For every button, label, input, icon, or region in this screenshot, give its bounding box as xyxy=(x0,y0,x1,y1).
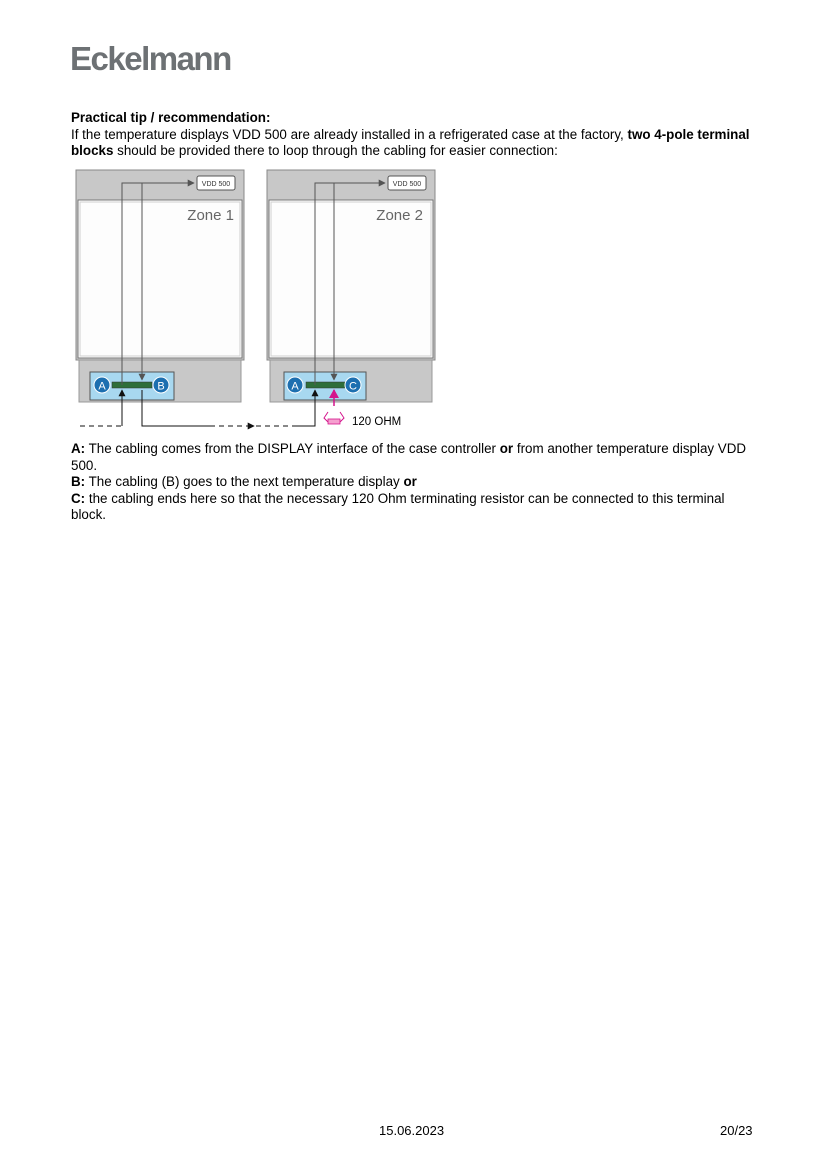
zone-1-label: Zone 1 xyxy=(187,207,234,224)
terminal-badge-b-1: B xyxy=(157,380,165,393)
legend-c-text: the cabling ends here so that the necessary 120 Ohm terminating resistor can be connected to this terminal block. xyxy=(71,490,725,523)
tip-section xyxy=(71,110,757,160)
refrigerated-case-2 xyxy=(267,170,435,402)
tip-text-after: should be provided there to loop through the cabling for easier connection: xyxy=(113,143,558,158)
refrigerated-case-1 xyxy=(76,170,244,402)
terminal-block-2 xyxy=(284,372,366,400)
legend-item-a xyxy=(71,441,761,474)
legend-a-label: A: xyxy=(71,441,86,456)
terminating-resistor-icon xyxy=(324,412,344,424)
eckelmann-logo: Eckelmann xyxy=(70,40,231,77)
tip-text-bold: two 4-pole terminal blocks xyxy=(71,126,750,158)
legend-a-bold: or xyxy=(499,441,514,456)
legend-a-after: from another temperature display VDD 500. xyxy=(71,441,747,473)
legend-item-c xyxy=(71,491,761,524)
footer-date: 15.06.2023 xyxy=(379,1123,445,1138)
tip-heading: Practical tip / recommendation: xyxy=(71,110,271,125)
footer-page-number: 20/23 xyxy=(720,1123,753,1138)
wiring-diagram xyxy=(70,166,440,432)
tip-text-before: If the temperature displays VDD 500 are already installed in a refrigerated case at the factory, xyxy=(71,126,628,142)
terminal-block-1 xyxy=(90,372,174,400)
terminal-badge-a-2: A xyxy=(291,380,299,393)
terminal-badge-c-2: C xyxy=(349,380,357,393)
legend-c-label: C: xyxy=(71,490,86,506)
display-vdd500-1 xyxy=(197,176,235,190)
legend-b-label: B: xyxy=(71,474,86,490)
display-label-1: VDD 500 xyxy=(201,181,231,188)
display-vdd500-2 xyxy=(388,176,426,190)
resistor-label: 120 OHM xyxy=(352,416,402,428)
terminal-badge-a-1: A xyxy=(98,380,106,393)
legend-item-b xyxy=(71,474,761,491)
tip-paragraph xyxy=(71,127,757,160)
legend-section xyxy=(71,441,761,524)
legend-b-bold: or xyxy=(403,474,417,490)
legend-b-before: The cabling (B) goes to the next temperature display xyxy=(85,474,404,490)
legend-a-before: The cabling comes from the DISPLAY interface of the case controller xyxy=(85,441,500,456)
display-label-2: VDD 500 xyxy=(392,181,422,188)
zone-2-label: Zone 2 xyxy=(376,207,423,224)
